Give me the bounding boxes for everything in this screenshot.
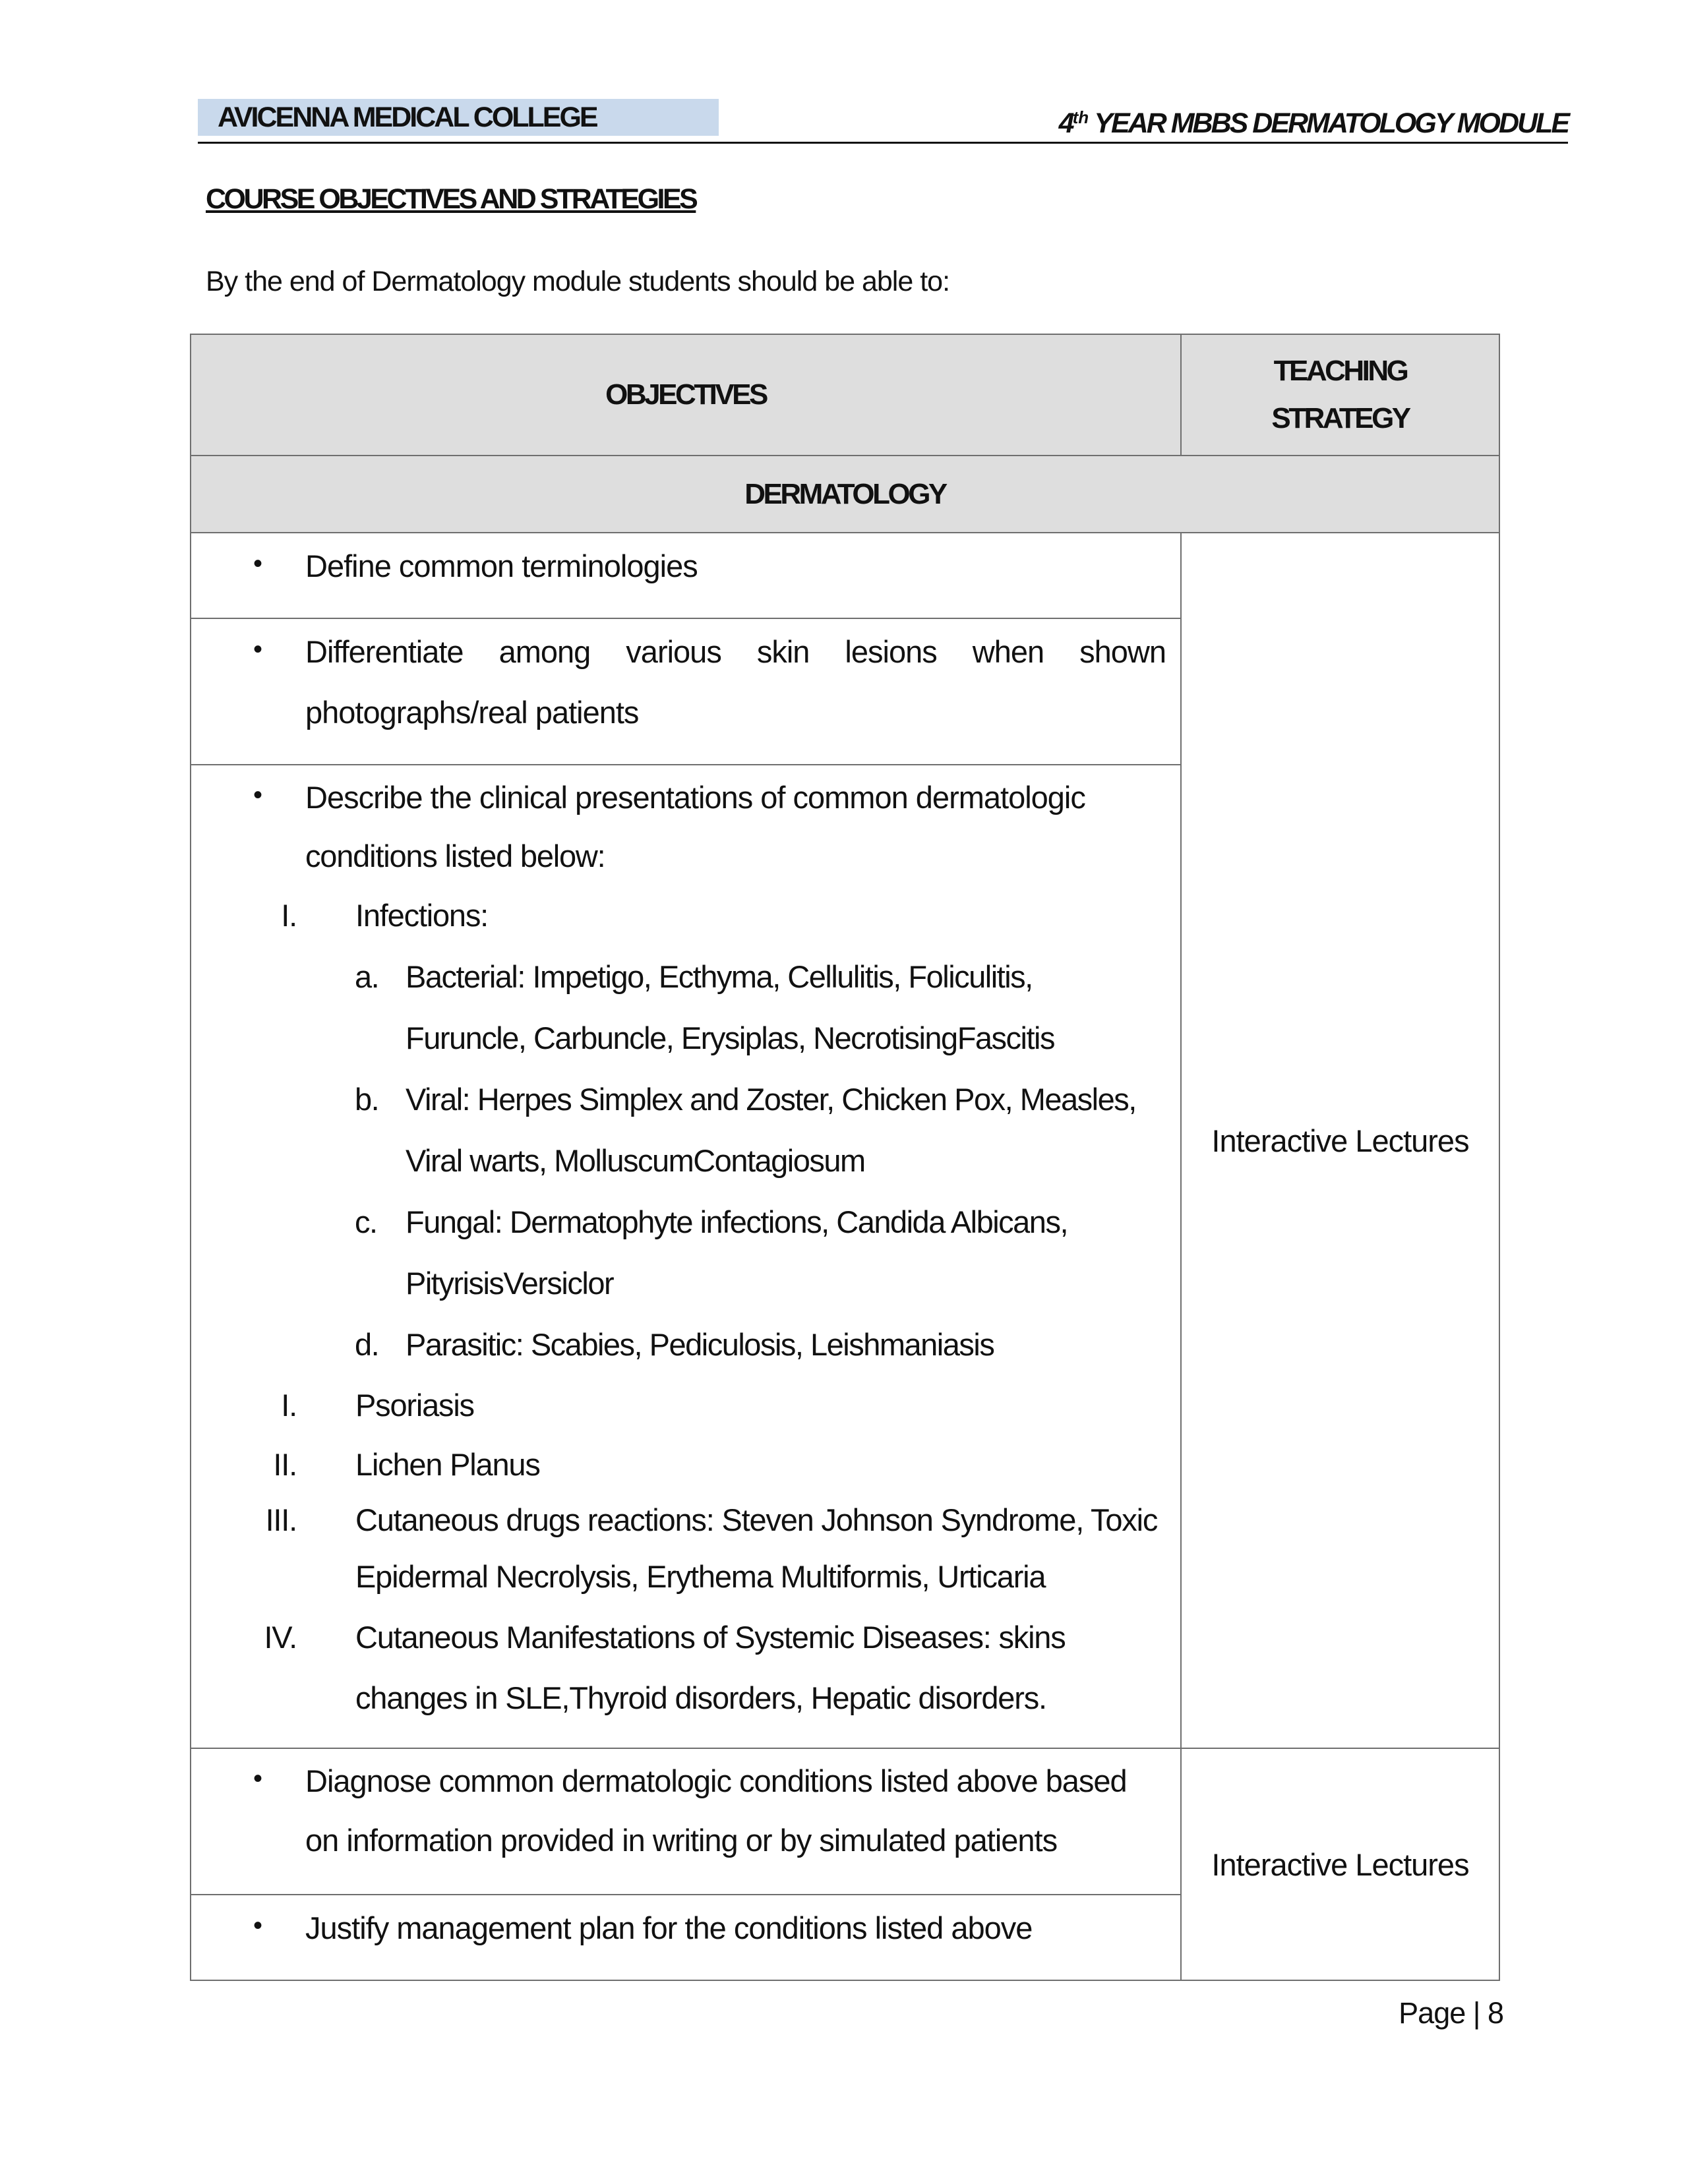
- list-item-cont: Furuncle, Carbuncle, Erysiplas, NecrotisingFascitis: [406, 1020, 1054, 1055]
- objectives-table: [190, 334, 1500, 1981]
- section-title: COURSE OBJECTIVES AND STRATEGIES: [206, 183, 696, 215]
- list-item: d. Parasitic: Scabies, Pediculosis, Leishmaniasis: [355, 1327, 994, 1362]
- objective-item-cont: conditions listed below:: [305, 839, 605, 873]
- college-name: AVICENNA MEDICAL COLLEGE: [198, 99, 719, 136]
- list-item: I. Psoriasis: [281, 1388, 474, 1423]
- objective-cell: [191, 533, 1181, 618]
- list-item: c. Fungal: Dermatophyte infections, Candida Albicans,: [355, 1204, 1068, 1239]
- page-number: Page | 8: [1399, 1996, 1503, 2030]
- objective-item-cont: on information provided in writing or by simulated patients: [305, 1823, 1058, 1858]
- list-item: III. Cutaneous drugs reactions: Steven Johnson Syndrome, Toxic: [265, 1502, 1158, 1537]
- objective-item: • Differentiate among various skin lesions when shown: [191, 619, 1180, 682]
- dermatology-subheader: DERMATOLOGY: [191, 456, 1499, 533]
- list-item: IV. Cutaneous Manifestations of Systemic Diseases: skins: [264, 1620, 1066, 1655]
- list-item: II. Lichen Planus: [273, 1447, 540, 1482]
- list-item-cont: PityrisisVersiclor: [406, 1266, 614, 1301]
- strategy-cell: Interactive Lectures: [1181, 533, 1499, 1748]
- objective-cell: [191, 618, 1181, 765]
- list-item-cont: changes in SLE,Thyroid disorders, Hepatic disorders.: [355, 1680, 1046, 1715]
- objective-cell: [191, 1895, 1181, 1980]
- objective-item: • Diagnose common dermatologic conditions listed above based: [191, 1749, 1180, 1811]
- intro-text: By the end of Dermatology module students should be able to:: [206, 266, 950, 297]
- list-item: a. Bacterial: Impetigo, Ecthyma, Cellulitis, Foliculitis,: [355, 959, 1033, 994]
- objective-cell: [191, 765, 1181, 1748]
- objective-item: • Justify management plan for the conditions listed above: [191, 1895, 1180, 1959]
- list-item: I. Infections:: [281, 898, 489, 933]
- list-item-cont: Epidermal Necrolysis, Erythema Multiformis, Urticaria: [355, 1559, 1046, 1594]
- table-subheader-row: [191, 456, 1499, 533]
- table-header-row: [191, 334, 1499, 456]
- strategy-cell: Interactive Lectures: [1181, 1748, 1499, 1980]
- list-item: b. Viral: Herpes Simplex and Zoster, Chicken Pox, Measles,: [355, 1082, 1136, 1117]
- objective-item: • Describe the clinical presentations of common dermatologic: [191, 765, 1180, 827]
- objective-cell: [191, 1748, 1181, 1895]
- objective-item: • Define common terminologies: [191, 533, 1180, 597]
- table-row: [191, 533, 1499, 618]
- teaching-strategy-header: TEACHING STRATEGY: [1181, 334, 1499, 456]
- objectives-header: OBJECTIVES: [191, 334, 1181, 456]
- table-row: [191, 1748, 1499, 1895]
- module-title: 4th YEAR MBBS DERMATOLOGY MODULE: [1058, 107, 1568, 139]
- list-item-cont: Viral warts, MolluscumContagiosum: [406, 1143, 865, 1178]
- objective-item-cont: photographs/real patients: [305, 695, 639, 730]
- header-rule: [198, 142, 1568, 144]
